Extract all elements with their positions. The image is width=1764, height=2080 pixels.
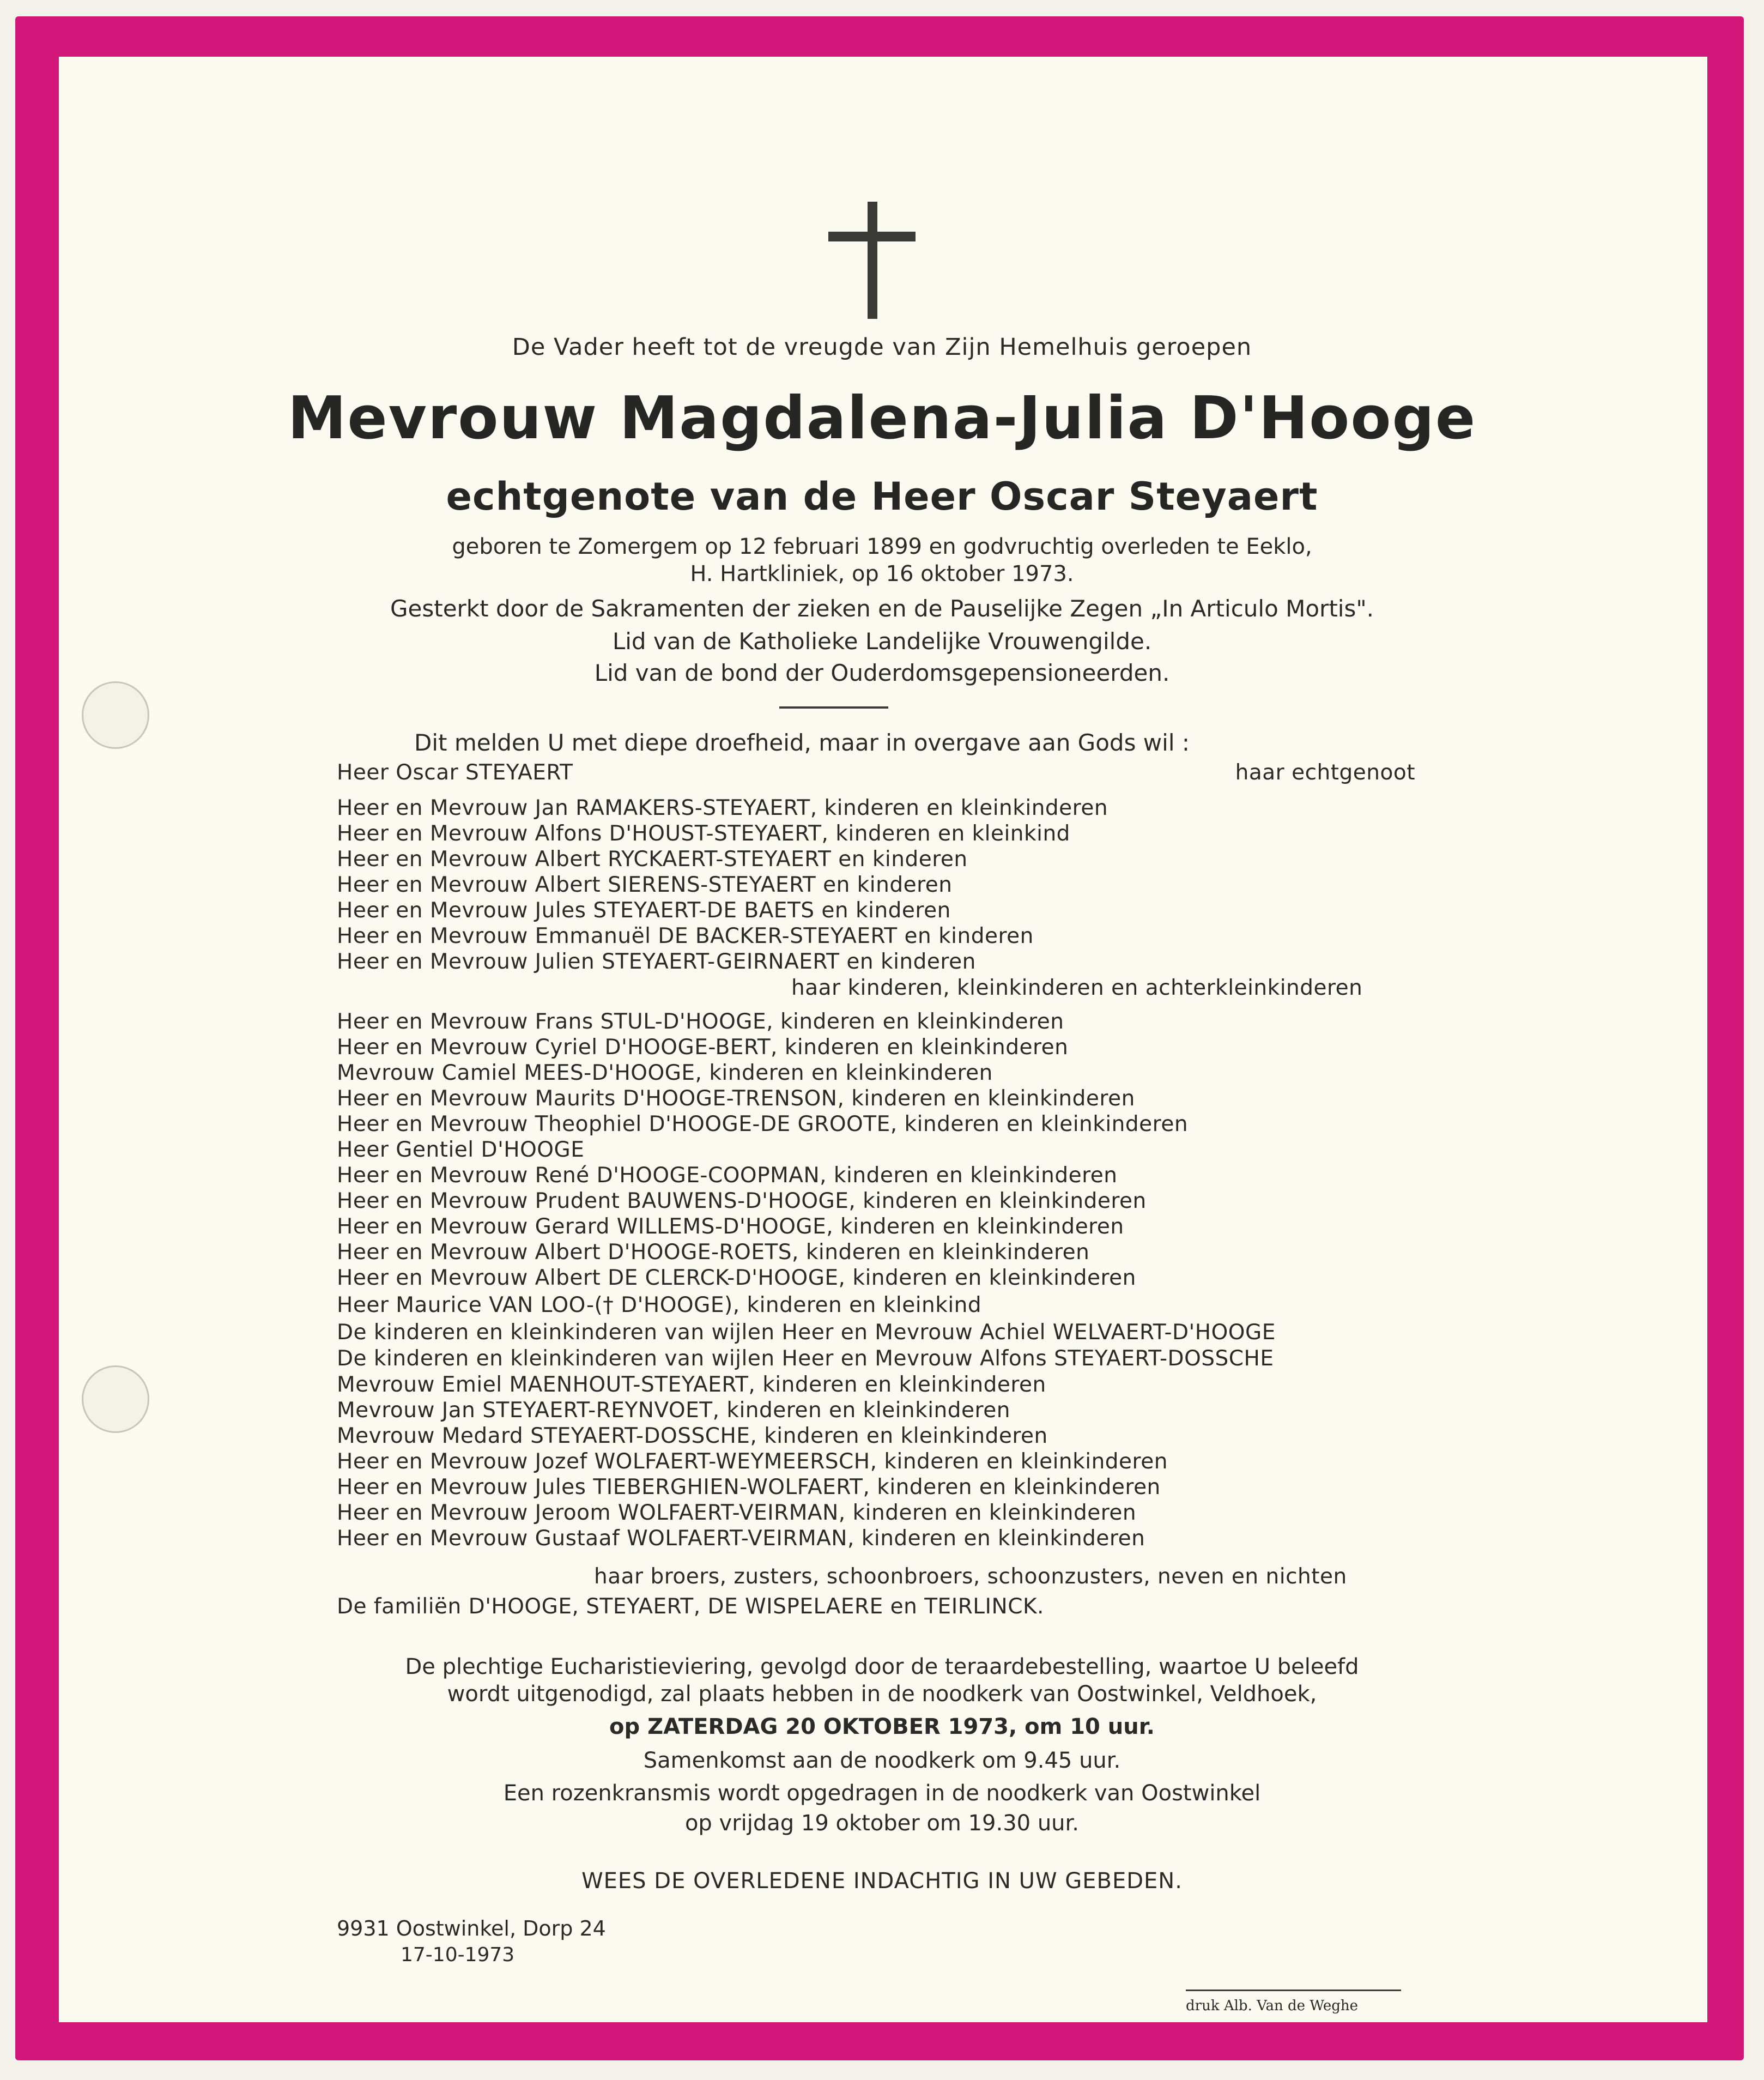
- printer-credit: druk Alb. Van de Weghe: [1186, 1998, 1359, 2014]
- detail-line: Lid van de bond der Ouderdomsgepensioneerden.: [594, 660, 1170, 686]
- family-line: Heer en Mevrouw Alfons D'HOUST-STEYAERT, kinderen en kleinkind: [337, 821, 1070, 846]
- punch-hole: [82, 1365, 149, 1433]
- family-line: Heer Gentiel D'HOOGE: [337, 1138, 585, 1162]
- family-line: Heer en Mevrouw Albert RYCKAERT-STEYAERT en kinderen: [337, 847, 968, 872]
- printer-rule: [1186, 1990, 1401, 1991]
- family-line: Mevrouw Jan STEYAERT-REYNVOET, kinderen en kleinkinderen: [337, 1398, 1010, 1423]
- family-line: Heer en Mevrouw Maurits D'HOOGE-TRENSON, kinderen en kleinkinderen: [337, 1086, 1135, 1111]
- ceremony-date: op ZATERDAG 20 OKTOBER 1973, om 10 uur.: [609, 1714, 1155, 1739]
- family-line: Heer en Mevrouw Cyriel D'HOOGE-BERT, kinderen en kleinkinderen: [337, 1035, 1069, 1060]
- address: 9931 Oostwinkel, Dorp 24: [337, 1916, 606, 1940]
- family-line: Heer Oscar STEYAERT: [337, 760, 573, 785]
- family-line: Mevrouw Emiel MAENHOUT-STEYAERT, kinderen en kleinkinderen: [337, 1372, 1046, 1397]
- family-line: Heer Maurice VAN LOO-(† D'HOOGE), kinderen en kleinkind: [337, 1293, 982, 1317]
- intro-line: De Vader heeft tot de vreugde van Zijn Hemelhuis geroepen: [512, 334, 1252, 361]
- family-line: De familiën D'HOOGE, STEYAERT, DE WISPELAERE en TEIRLINCK.: [337, 1594, 1044, 1619]
- ceremony-line: op vrijdag 19 oktober om 19.30 uur.: [684, 1811, 1080, 1836]
- family-line: De kinderen en kleinkinderen van wijlen Heer en Mevrouw Achiel WELVAERT-D'HOOGE: [337, 1320, 1276, 1345]
- relation-label: haar kinderen, kleinkinderen en achterkleinkinderen: [791, 976, 1363, 1000]
- detail-line: H. Hartkliniek, op 16 oktober 1973.: [690, 561, 1074, 586]
- deceased-name: Mevrouw Magdalena-Julia D'Hooge: [287, 384, 1477, 452]
- relation-label: haar broers, zusters, schoonbroers, schoonzusters, neven en nichten: [594, 1564, 1347, 1589]
- relation-label: haar echtgenoot: [1235, 760, 1415, 785]
- detail-line: Gesterkt door de Sakramenten der zieken en de Pauselijke Zegen „In Articulo Mortis".: [390, 595, 1374, 622]
- family-line: Heer en Mevrouw Jules STEYAERT-DE BAETS en kinderen: [337, 898, 951, 923]
- family-line: Heer en Mevrouw Jules TIEBERGHIEN-WOLFAERT, kinderen en kleinkinderen: [337, 1475, 1161, 1499]
- ceremony-line: Samenkomst aan de noodkerk om 9.45 uur.: [643, 1748, 1121, 1773]
- family-line: Heer en Mevrouw Jozef WOLFAERT-WEYMEERSCH, kinderen en kleinkinderen: [337, 1449, 1168, 1474]
- family-line: Heer en Mevrouw Jan RAMAKERS-STEYAERT, kinderen en kleinkinderen: [337, 796, 1108, 820]
- family-line: Heer en Mevrouw Frans STUL-D'HOOGE, kinderen en kleinkinderen: [337, 1009, 1064, 1034]
- ceremony-line: Een rozenkransmis wordt opgedragen in de noodkerk van Oostwinkel: [503, 1781, 1261, 1806]
- family-line: De kinderen en kleinkinderen van wijlen Heer en Mevrouw Alfons STEYAERT-DOSSCHE: [337, 1346, 1274, 1371]
- family-line: Heer en Mevrouw Albert DE CLERCK-D'HOOGE, kinderen en kleinkinderen: [337, 1266, 1136, 1290]
- detail-line: Lid van de Katholieke Landelijke Vrouwengilde.: [612, 628, 1152, 655]
- family-line: Heer en Mevrouw Jeroom WOLFAERT-VEIRMAN, kinderen en kleinkinderen: [337, 1501, 1137, 1525]
- ceremony-line: De plechtige Eucharistieviering, gevolgd door de teraardebestelling, waartoe U beleefd: [405, 1654, 1359, 1679]
- punch-hole: [82, 681, 149, 749]
- family-line: Heer en Mevrouw Julien STEYAERT-GEIRNAERT en kinderen: [337, 950, 976, 974]
- family-line: Heer en Mevrouw Emmanuël DE BACKER-STEYAERT en kinderen: [337, 924, 1034, 948]
- family-line: Heer en Mevrouw Gustaaf WOLFAERT-VEIRMAN, kinderen en kleinkinderen: [337, 1526, 1145, 1551]
- family-line: Heer en Mevrouw René D'HOOGE-COOPMAN, kinderen en kleinkinderen: [337, 1163, 1118, 1188]
- announcement: Dit melden U met diepe droefheid, maar in overgave aan Gods wil :: [414, 729, 1190, 756]
- divider: [779, 706, 888, 709]
- family-line: Mevrouw Medard STEYAERT-DOSSCHE, kinderen en kleinkinderen: [337, 1424, 1048, 1448]
- family-line: Heer en Mevrouw Gerard WILLEMS-D'HOOGE, kinderen en kleinkinderen: [337, 1214, 1124, 1239]
- ceremony-line: wordt uitgenodigd, zal plaats hebben in de noodkerk van Oostwinkel, Veldhoek,: [447, 1682, 1317, 1707]
- spouse-line: echtgenote van de Heer Oscar Steyaert: [446, 474, 1318, 519]
- family-line: Heer en Mevrouw Theophiel D'HOOGE-DE GROOTE, kinderen en kleinkinderen: [337, 1112, 1189, 1136]
- prayer-line: WEES DE OVERLEDENE INDACHTIG IN UW GEBEDEN.: [581, 1869, 1183, 1894]
- family-line: Heer en Mevrouw Prudent BAUWENS-D'HOOGE, kinderen en kleinkinderen: [337, 1189, 1147, 1213]
- detail-line: geboren te Zomergem op 12 februari 1899 en godvruchtig overleden te Eeklo,: [452, 534, 1312, 559]
- family-line: Heer en Mevrouw Albert SIERENS-STEYAERT en kinderen: [337, 873, 953, 897]
- notice-date: 17-10-1973: [401, 1944, 515, 1966]
- family-line: Heer en Mevrouw Albert D'HOOGE-ROETS, kinderen en kleinkinderen: [337, 1240, 1090, 1265]
- cross-icon: [828, 202, 916, 319]
- family-line: Mevrouw Camiel MEES-D'HOOGE, kinderen en kleinkinderen: [337, 1061, 993, 1085]
